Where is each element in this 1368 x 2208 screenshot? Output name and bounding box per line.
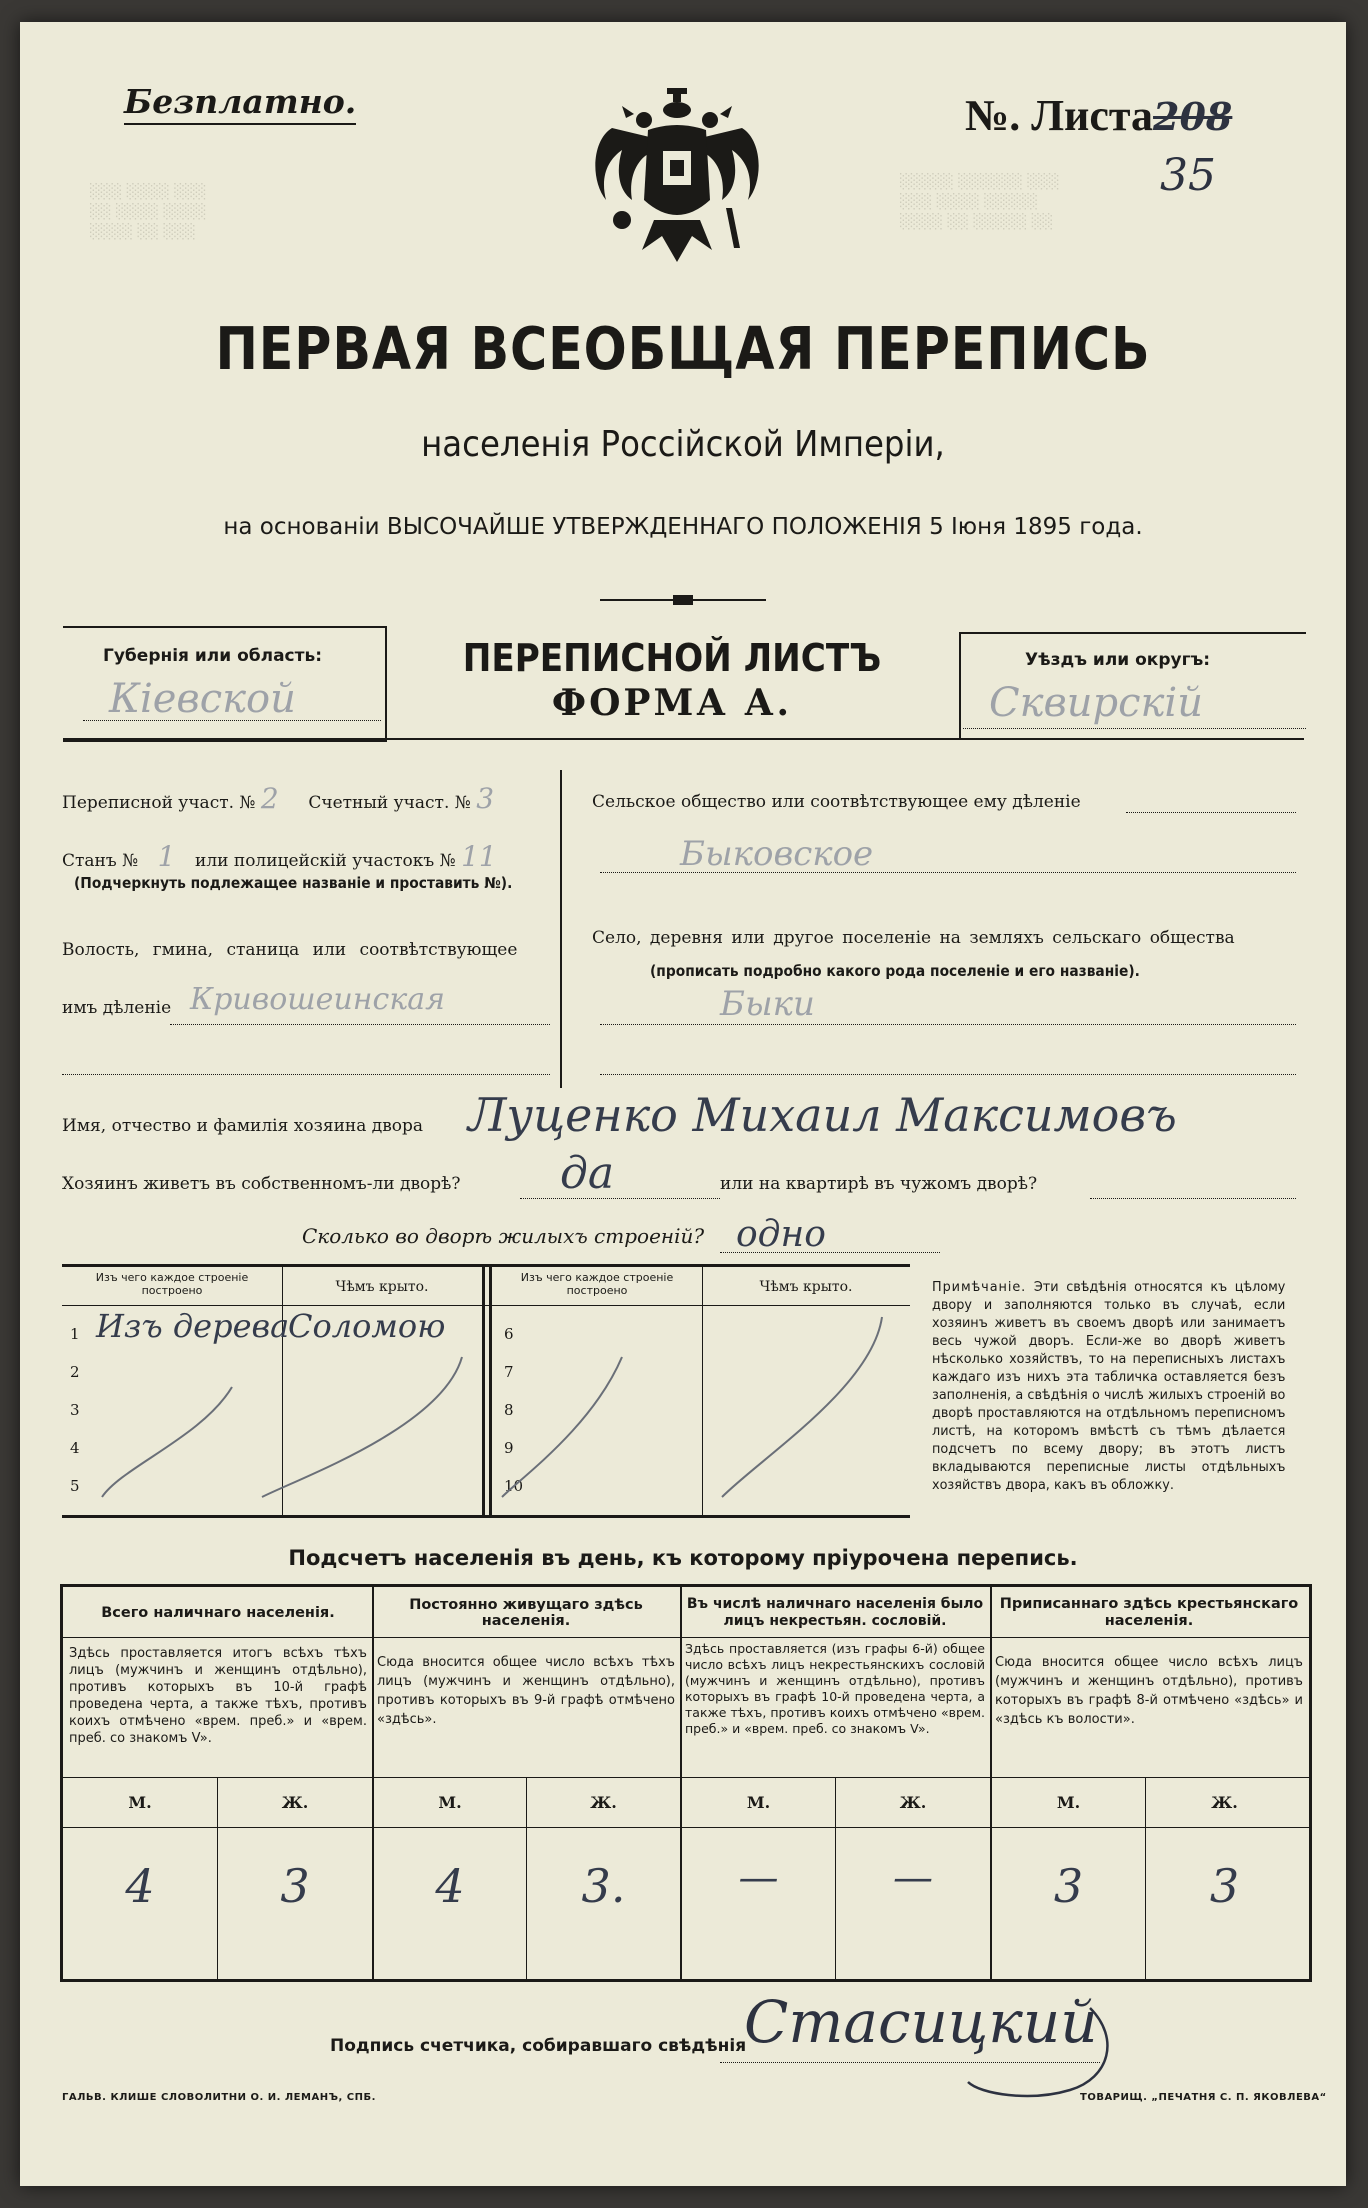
row-number: 4 xyxy=(70,1439,80,1457)
count-col-title: Приписаннаго здѣсь крестьянскаго населенія. xyxy=(999,1596,1299,1629)
roof-header-right: Чѣмъ крыто. xyxy=(759,1279,853,1295)
count-col-rule xyxy=(990,1587,992,1979)
note-block xyxy=(932,1278,1285,1494)
footer-right: ТОВАРИЩ. „ПЕЧАТНЯ С. П. ЯКОВЛЕВА“ xyxy=(1080,2092,1327,2103)
female-label: Ж. xyxy=(281,1793,309,1812)
count-registered-male: 3 xyxy=(1053,1859,1084,1913)
volost-value: Кривошеинская xyxy=(190,982,445,1017)
count-col-desc: Сюда вносится общее число всѣхъ лицъ (мужчинъ и женщинъ отдѣльно), противъ которыхъ въ графѣ 8-й отмѣчено «здѣсь» и «здѣсь къ волости». xyxy=(995,1655,1303,1727)
show-through-text: ░░░░░ ░░░░░░ ░░░ ░░░ ░░░░ ░░░░░ ░░░░ ░░ ░░░░░ ░░ xyxy=(900,174,1060,230)
count-permanent-female: 3. xyxy=(581,1859,626,1913)
volost-line xyxy=(170,1024,550,1025)
row1-roof: Соломою xyxy=(288,1307,446,1345)
count-nonpeasant-male: — xyxy=(738,1855,779,1901)
own-yard-label: Хозяинъ живетъ въ собственномъ-ли дворѣ? xyxy=(62,1174,461,1194)
count-col-rule xyxy=(680,1587,682,1979)
row-number: 6 xyxy=(504,1325,514,1343)
census-area-field xyxy=(62,782,494,815)
society-label: Сельское общество или соотвѣтствующее ему дѣленіе xyxy=(592,792,1081,812)
society-line-2 xyxy=(600,872,1296,873)
count-registered-female: 3 xyxy=(1209,1859,1240,1913)
count-col-title: Въ числѣ наличнаго населенія было лицъ некрестьян. сословій. xyxy=(686,1596,984,1629)
material-header-right: Изъ чего каждое строеніе построено xyxy=(520,1271,674,1297)
village-label: Село, деревня или другое поселеніе на земляхъ сельскаго общества xyxy=(592,928,1235,948)
female-label: Ж. xyxy=(590,1793,617,1812)
count-total-male: 4 xyxy=(125,1859,155,1913)
owner-name-label: Имя, отчество и фамилія хозяина двора xyxy=(62,1116,424,1136)
count-title-rule xyxy=(63,1637,1309,1638)
district-value: Сквирскiй xyxy=(989,680,1203,726)
owner-name-value: Луценко Михаил Максимовъ xyxy=(468,1088,1177,1142)
society-line-1 xyxy=(1126,812,1296,813)
buildings-table xyxy=(62,1264,910,1518)
district-line xyxy=(963,728,1306,729)
form-box-bottom-rule xyxy=(63,738,1304,740)
ornament-divider xyxy=(600,590,766,600)
row-number: 3 xyxy=(70,1401,80,1419)
form-name: ФОРМА А. xyxy=(551,682,793,724)
legal-basis: на основаніи ВЫСОЧАЙШЕ УТВЕРЖДЕННАГО ПОЛОЖЕНІЯ 5 Іюня 1895 года. xyxy=(223,514,1143,540)
roof-header-left: Чѣмъ крыто. xyxy=(335,1279,429,1295)
volost-label-2: имъ дѣленіе xyxy=(62,998,172,1018)
count-heading: Подсчетъ населенія въ день, къ которому пріурочена перепись. xyxy=(288,1546,1078,1570)
row-number: 2 xyxy=(70,1363,80,1381)
count-table xyxy=(60,1584,1312,1982)
row-number: 9 xyxy=(504,1439,514,1457)
form-title-block xyxy=(385,636,959,724)
buildings-value: одно xyxy=(736,1214,826,1255)
village-note: (прописать подробно какого рода поселеніе и его названіе). xyxy=(650,962,1140,980)
count-col-desc: Здѣсь проставляется (изъ графы 6-й) общее число всѣхъ лицъ некрестьянскихъ сословій (мужчинъ и женщинъ отдѣльно), противъ которыхъ въ графѣ 10-й проведена черта, а также тѣхъ, противъ коихъ отмѣчено «врем. преб.» и «врем. преб. со знакомъ V». xyxy=(685,1641,985,1736)
count-col-desc: Сюда вносится общее число всѣхъ тѣхъ лицъ (мужчинъ и женщинъ отдѣльно), противъ которыхъ въ 9-й графѣ отмѣчено «здѣсь». xyxy=(377,1655,675,1727)
count-col-title: Постоянно живущаго здѣсь населенія. xyxy=(409,1597,643,1629)
province-label: Губернія или область: xyxy=(103,646,323,666)
show-through-text: ░░░ ░░░░ ░░░ ░░ ░░░░ ░░░░ ░░░░ ░░ ░░░ xyxy=(90,184,207,240)
female-label: Ж. xyxy=(899,1793,927,1812)
sheet-number-handwritten: 35 xyxy=(1160,150,1216,201)
count-area-label: Счетный участ. № xyxy=(308,793,471,813)
male-label: М. xyxy=(438,1793,462,1812)
village-line-1 xyxy=(600,1024,1296,1025)
province-box xyxy=(63,626,387,742)
stan-field xyxy=(62,840,497,873)
double-headed-eagle-icon xyxy=(582,80,772,270)
signature-label: Подпись счетчика, собиравшаго свѣдѣнія xyxy=(330,2036,747,2056)
count-nonpeasant-female: — xyxy=(893,1855,933,1901)
material-header-left: Изъ чего каждое строеніе построено xyxy=(95,1271,249,1297)
row-number: 1 xyxy=(70,1325,80,1343)
stan-label: Станъ № xyxy=(62,851,139,871)
female-label: Ж. xyxy=(1211,1793,1238,1812)
form-title: ПЕРЕПИСНОЙ ЛИСТЪ xyxy=(462,636,882,680)
footer-left: ГАЛЬВ. КЛИШЕ СЛОВОЛИТНИ О. И. ЛЕМАНЪ, СПБ. xyxy=(62,2092,376,2103)
district-label: Уѣздъ или округъ: xyxy=(1025,650,1211,670)
row-number: 7 xyxy=(504,1363,514,1381)
underline-note: (Подчеркнуть подлежащее названіе и проставить №). xyxy=(74,874,513,892)
page-title: ПЕРВАЯ ВСЕОБЩАЯ ПЕРЕПИСЬ xyxy=(215,314,1151,383)
village-value: Быки xyxy=(720,984,815,1024)
village-line-2 xyxy=(600,1074,1296,1075)
rented-label: или на квартирѣ въ чужомъ дворѣ? xyxy=(720,1174,1038,1194)
row-number: 10 xyxy=(504,1477,524,1495)
page-subtitle: населенія Россійской Имперіи, xyxy=(421,424,945,465)
sheet-number-struck: 208 xyxy=(1153,94,1233,139)
buildings-line xyxy=(720,1252,940,1253)
fields-divider xyxy=(560,770,562,1088)
census-area-value: 2 xyxy=(260,782,279,815)
row-number: 5 xyxy=(70,1477,80,1495)
count-mf-rule xyxy=(63,1827,1309,1828)
count-permanent-male: 4 xyxy=(435,1859,465,1913)
district-box xyxy=(959,632,1306,740)
male-label: М. xyxy=(128,1793,152,1812)
signature-value: Стасицкий xyxy=(744,1988,1098,2056)
sheet-number-text: №. Листа xyxy=(965,91,1154,140)
row1-material: Изъ дерева xyxy=(96,1307,290,1345)
stan-value: 1 xyxy=(157,840,176,873)
police-value: 11 xyxy=(461,840,497,873)
note-title: Примѣчаніе. xyxy=(932,1279,1027,1295)
province-line xyxy=(83,720,381,721)
row-number: 8 xyxy=(504,1401,514,1419)
count-area-value: 3 xyxy=(476,782,495,815)
count-total-female: 3 xyxy=(280,1859,310,1913)
society-value: Быковское xyxy=(680,834,874,874)
count-col-desc: Здѣсь проставляется итогъ всѣхъ тѣхъ лицъ (мужчинъ и женщинъ отдѣльно), противъ которыхъ въ 10-й графѣ проведена черта, а также тѣхъ, противъ коихъ отмѣчено «врем. преб.» и «врем. преб. со знакомъ V». xyxy=(69,1646,367,1746)
sheet-number-label xyxy=(965,90,1232,141)
count-desc-rule xyxy=(63,1777,1309,1778)
buildings-label: Сколько во дворѣ жилыхъ строеній? xyxy=(302,1224,705,1248)
left-blank-line xyxy=(62,1074,550,1075)
note-text: Эти свѣдѣнія относятся къ цѣлому двору и заполняются только въ случаѣ, если хозяинъ живетъ въ своемъ дворѣ или занимаетъ весь чужой дворъ. Если-же во дворѣ живетъ нѣсколько хозяйствъ, то на переписныхъ листахъ каждаго изъ нихъ эта табличка оставляется безъ заполненія, а свѣдѣнія о числѣ жилыхъ строеній во дворѣ проставляются на отдѣльномъ переписномъ листѣ, на которомъ вмѣстѣ съ тѣмъ дѣлается подсчетъ по всему двору; въ этотъ листъ вкладываются переписные листы отдѣльныхъ хозяйствъ двора, какъ въ обложку. xyxy=(932,1279,1286,1493)
male-label: М. xyxy=(746,1793,771,1812)
count-col-rule xyxy=(372,1587,374,1979)
volost-label: Волость, гмина, станица или соотвѣтствующее xyxy=(62,940,518,960)
count-col-title: Всего наличнаго населенія. xyxy=(101,1605,335,1621)
male-label: М. xyxy=(1056,1793,1081,1812)
own-yard-value: да xyxy=(560,1148,615,1199)
own-yard-line xyxy=(520,1198,720,1199)
police-label: или полицейскій участокъ № xyxy=(195,851,456,871)
free-label: Безплатно. xyxy=(124,82,356,125)
rented-line xyxy=(1090,1198,1296,1199)
census-area-label: Переписной участ. № xyxy=(62,793,256,813)
province-value: Кiевской xyxy=(109,676,296,722)
cross-out-strokes xyxy=(62,1267,910,1515)
census-sheet xyxy=(20,22,1346,2186)
